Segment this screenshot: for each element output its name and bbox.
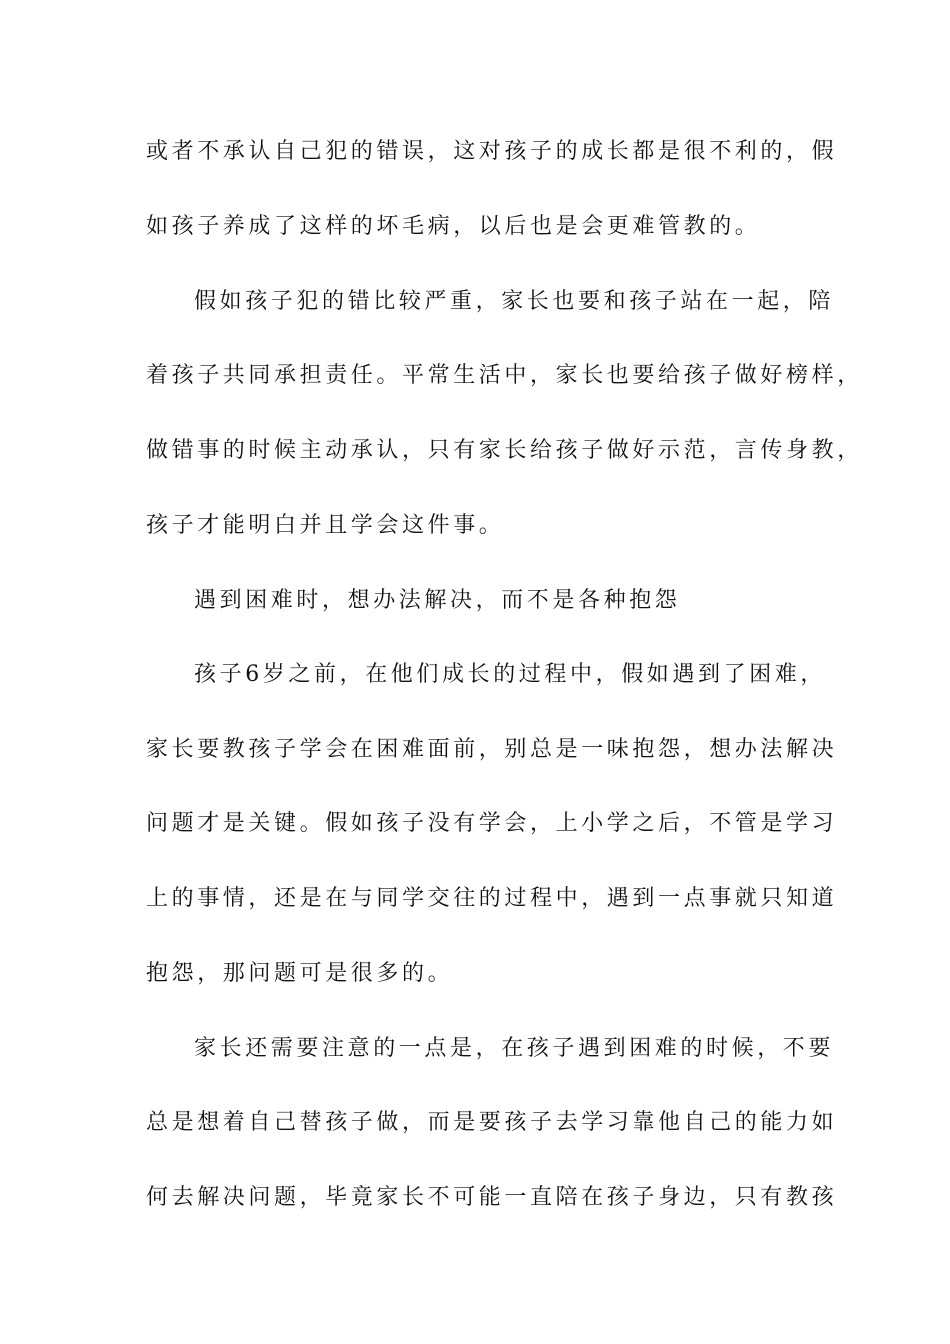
paragraph-line: 做错事的时候主动承认，只有家长给孩子做好示范，言传身教，: [146, 438, 863, 463]
paragraph-line: 着孩子共同承担责任。平常生活中，家长也要给孩子做好榜样，: [146, 363, 863, 388]
section-heading: 遇到困难时，想办法解决，而不是各种抱怨: [194, 588, 681, 613]
paragraph-line: 假如孩子犯的错比较严重，家长也要和孩子站在一起，陪: [194, 289, 835, 314]
paragraph-line: 总是想着自己替孩子做，而是要孩子去学习靠他自己的能力如: [146, 1110, 838, 1135]
paragraph-line: 或者不承认自己犯的错误，这对孩子的成长都是很不利的，假: [146, 139, 838, 164]
paragraph-line: 问题才是关键。假如孩子没有学会，上小学之后，不管是学习: [146, 811, 838, 836]
paragraph-line: 何去解决问题，毕竟家长不可能一直陪在孩子身边，只有教孩: [146, 1185, 838, 1210]
paragraph-line: 家长还需要注意的一点是，在孩子遇到困难的时候，不要: [194, 1036, 835, 1061]
paragraph-line: 孩子才能明白并且学会这件事。: [146, 513, 505, 538]
paragraph-line: 抱怨，那问题可是很多的。: [146, 961, 454, 986]
paragraph-line: 家长要教孩子学会在困难面前，别总是一味抱怨，想办法解决: [146, 737, 838, 762]
paragraph-line: 上的事情，还是在与同学交往的过程中，遇到一点事就只知道: [146, 886, 838, 911]
paragraph-line: 如孩子养成了这样的坏毛病，以后也是会更难管教的。: [146, 214, 761, 239]
paragraph-line: 孩子6岁之前，在他们成长的过程中，假如遇到了困难，: [194, 662, 826, 687]
